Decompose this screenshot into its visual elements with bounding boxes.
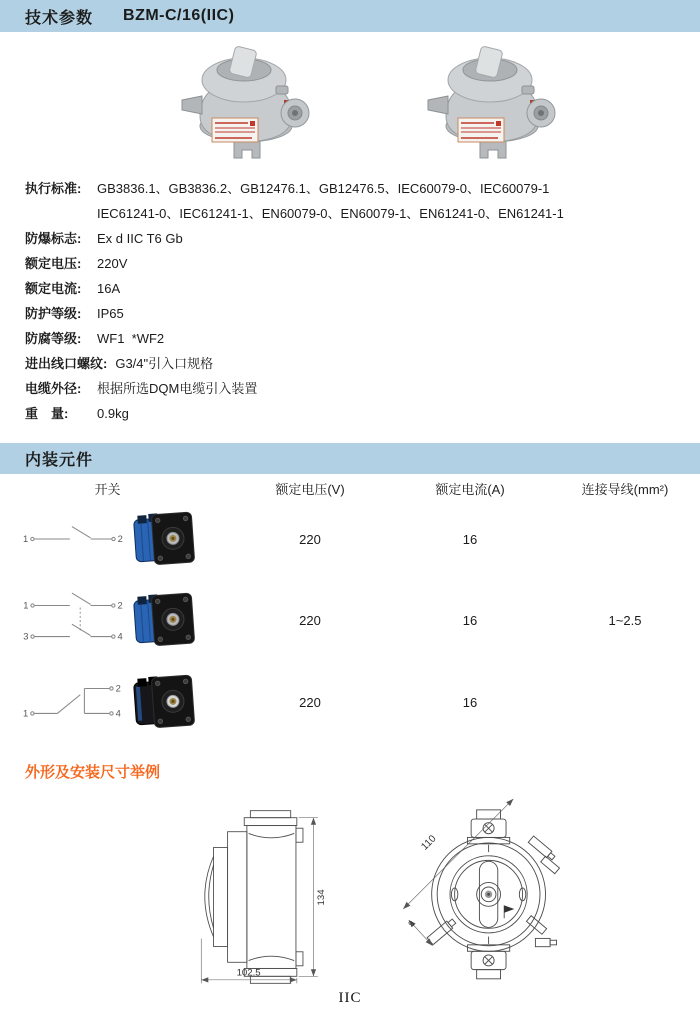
svg-text:2: 2 (117, 534, 123, 545)
voltage-cell: 220 (299, 694, 321, 710)
table-row (0, 662, 700, 742)
front-view-drawing (392, 786, 576, 988)
spec-label: 额定电流: (25, 281, 82, 296)
side-view-drawing (175, 798, 331, 996)
section-header-tech-params (0, 0, 700, 32)
wire-cell (555, 500, 695, 578)
circuit-diagram-spst (20, 500, 128, 578)
switch-photo-black (128, 662, 200, 742)
svg-text:102.5: 102.5 (236, 967, 261, 979)
svg-text:1: 1 (23, 534, 29, 545)
svg-text:134: 134 (315, 889, 327, 906)
spec-label (25, 205, 89, 222)
current-cell: 16 (462, 694, 478, 710)
spec-row-rated-current (25, 280, 685, 297)
spec-value: IEC61241-0、IEC61241-1、EN60079-0、EN60079-1、EN61241-0、EN61241-1 (97, 206, 564, 221)
spec-value: 根据所选DQM电缆引入装置 (97, 381, 258, 396)
svg-text:3: 3 (23, 631, 29, 642)
svg-text:1: 1 (23, 708, 29, 719)
product-photo-right (418, 38, 568, 163)
spec-list (25, 180, 685, 430)
spec-label: 防护等级: (25, 306, 82, 321)
svg-text:2: 2 (115, 683, 121, 694)
spec-label: 执行标准: (25, 181, 82, 196)
svg-text:4: 4 (115, 708, 121, 719)
product-photos (0, 36, 700, 168)
circuit-diagram-changeover (20, 662, 128, 742)
spec-row-weight (25, 405, 685, 422)
column-header-current: 额定电流(A) (435, 482, 505, 497)
circuit-diagram-dpst (20, 580, 128, 660)
current-cell: 16 (462, 531, 478, 547)
svg-text:2: 2 (117, 600, 123, 611)
spec-value: 16A (97, 281, 121, 296)
spec-row-ip-rating (25, 305, 685, 322)
spec-value: 0.9kg (97, 406, 129, 421)
spec-value: G3/4"引入口规格 (115, 356, 214, 371)
spec-row-rated-voltage (25, 255, 685, 272)
column-header-switch: 开关 (94, 482, 121, 497)
current-cell: 16 (462, 612, 478, 628)
voltage-cell: 220 (299, 531, 321, 547)
spec-value: WF1 *WF2 (97, 331, 165, 346)
svg-text:9: 9 (406, 918, 417, 929)
svg-text:1: 1 (23, 600, 29, 611)
spec-label: 重 量: (25, 406, 69, 421)
table-row (0, 580, 700, 660)
section-title-tech-params: 技术参数 (25, 9, 94, 27)
svg-text:4: 4 (117, 631, 123, 642)
spec-label: 防爆标志: (25, 231, 82, 246)
spec-value: 220V (97, 256, 128, 271)
voltage-cell: 220 (299, 612, 321, 628)
section-title-dimensions: 外形及安装尺寸举例 (25, 764, 161, 781)
spec-value: IP65 (97, 306, 124, 321)
product-model: BZM-C/16(IIC) (123, 7, 235, 24)
spec-label: 电缆外径: (25, 381, 82, 396)
switch-photo-blue (128, 500, 200, 578)
column-header-voltage: 额定电压(V) (275, 482, 345, 497)
spec-row-standards (25, 180, 685, 197)
components-table-header (0, 479, 700, 497)
section-header-components (0, 443, 700, 474)
column-header-wire: 连接导线(mm²) (581, 482, 669, 497)
spec-label: 额定电压: (25, 256, 82, 271)
wire-cell (555, 662, 695, 742)
spec-value: GB3836.1、GB3836.2、GB12476.1、GB12476.5、IEC60079-0、IEC60079-1 (97, 181, 550, 196)
spec-row-ex-mark (25, 230, 685, 247)
spec-row-standards-cont (25, 205, 685, 222)
page-code: IIC (338, 990, 362, 1006)
wire-cell: 1~2.5 (608, 612, 642, 628)
switch-photo-blue (128, 580, 200, 660)
spec-row-corrosion-rating (25, 330, 685, 347)
spec-row-cable-od (25, 380, 685, 397)
section-title-components: 内装元件 (25, 452, 94, 469)
product-photo-left (172, 38, 322, 163)
spec-label: 防腐等级: (25, 331, 82, 346)
spec-label: 进出线口螺纹: (25, 356, 108, 371)
spec-value: Ex d IIC T6 Gb (97, 231, 183, 246)
table-row (0, 500, 700, 578)
svg-text:110: 110 (419, 833, 439, 853)
spec-row-thread (25, 355, 685, 372)
